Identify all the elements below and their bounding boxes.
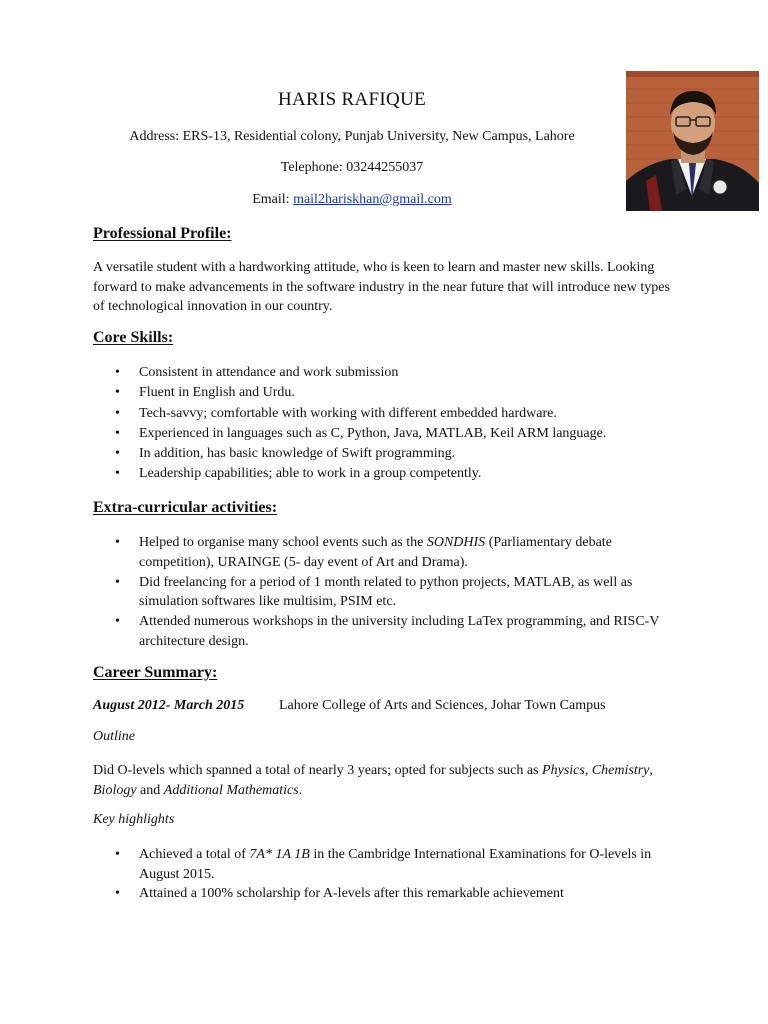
- list-item: • Attended numerous workshops in the university including LaTex programming, and RISC-V architecture design.: [93, 612, 673, 652]
- list-item: • Consistent in attendance and work submission: [93, 363, 673, 383]
- email-label: Email:: [252, 192, 294, 207]
- list-item: • Experienced in languages such as C, Python, Java, MATLAB, Keil ARM language.: [93, 424, 673, 444]
- address-line: Address: ERS-13, Residential colony, Punjab University, New Campus, Lahore: [129, 129, 575, 144]
- career-dates: August 2012- March 2015: [93, 698, 245, 713]
- outline-text: Did O-levels which spanned a total of nearly 3 years; opted for subjects such as Physics, Chemistry, Biology and Additional Mathematics.: [93, 763, 653, 798]
- list-item: • Fluent in English and Urdu.: [93, 383, 673, 403]
- list-item: • In addition, has basic knowledge of Swift programming.: [93, 444, 673, 464]
- key-highlights-label: Key highlights: [93, 812, 175, 827]
- career-summary-heading: Career Summary:: [93, 664, 218, 681]
- professional-profile-text: A versatile student with a hardworking attitude, who is keen to learn and master new skills. Looking forward to make advancements in the software industry in the near future that will introduce new types of technological innovation in our country.: [93, 260, 670, 314]
- outline-label: Outline: [93, 729, 135, 744]
- list-item: • Tech-savvy; comfortable with working with different embedded hardware.: [93, 404, 673, 424]
- sondhis-text: SONDHIS: [426, 535, 486, 550]
- key-highlights-list: [93, 845, 673, 904]
- career-institution: Lahore College of Arts and Sciences, Johar Town Campus: [279, 698, 606, 713]
- list-item: • Helped to organise many school events such as the SONDHIS (Parliamentary debate competition), URAINGE (5- day event of Art and Drama).: [93, 533, 673, 573]
- extra-curricular-list: [93, 533, 673, 652]
- telephone-line: Telephone: 03244255037: [280, 160, 424, 175]
- professional-profile-heading: Professional Profile:: [93, 225, 232, 242]
- extra-curricular-heading: Extra-curricular activities:: [93, 499, 278, 516]
- email-line: [0, 192, 704, 208]
- list-item: • Attained a 100% scholarship for A-levels after this remarkable achievement: [93, 884, 673, 904]
- list-item: • Achieved a total of 7A* 1A 1B in the Cambridge International Examinations for O-levels in August 2015.: [93, 845, 673, 884]
- list-item: • Leadership capabilities; able to work in a group competently.: [93, 464, 673, 484]
- grades-text: 7A* 1A 1B: [249, 847, 310, 862]
- list-item: • Did freelancing for a period of 1 month related to python projects, MATLAB, as well as simulation softwares like multisim, PSIM etc.: [93, 573, 673, 613]
- email-link[interactable]: mail2hariskhan@gmail.com: [293, 192, 452, 207]
- core-skills-list: [93, 363, 673, 485]
- candidate-name: HARIS RAFIQUE: [278, 89, 426, 110]
- career-entry: [93, 698, 606, 714]
- core-skills-heading: Core Skills:: [93, 329, 174, 346]
